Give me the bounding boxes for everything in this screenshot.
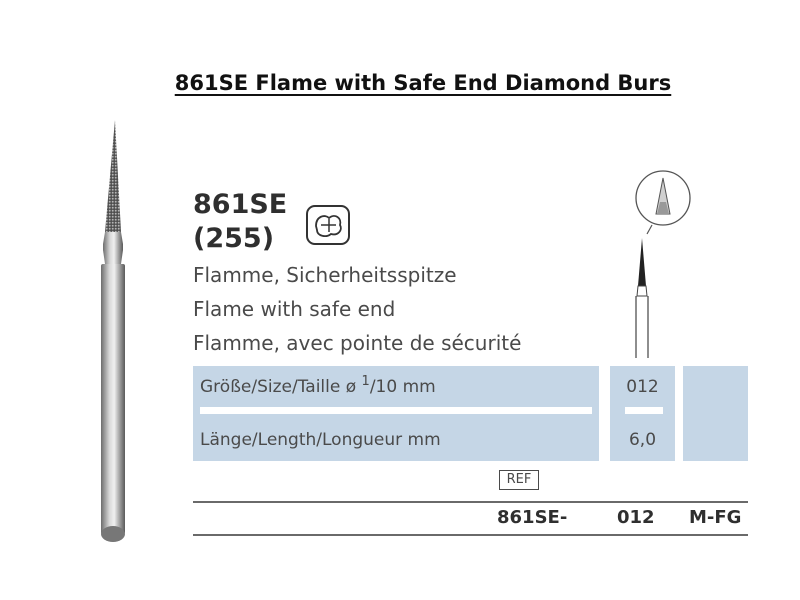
- application-symbol-icon: [305, 204, 351, 246]
- bur-shape-drawing: [620, 168, 700, 358]
- order-bottom-rule: [193, 534, 748, 536]
- order-shank: M-FG: [689, 507, 742, 528]
- description-en: Flame with safe end: [193, 297, 396, 321]
- description-fr: Flamme, avec pointe de sécurité: [193, 331, 522, 355]
- spec-divider: [200, 407, 592, 414]
- product-code: 861SE: [193, 189, 288, 220]
- description-de: Flamme, Sicherheitsspitze: [193, 263, 457, 287]
- size-value: 012: [626, 377, 659, 397]
- order-size: 012: [617, 507, 655, 528]
- length-value: 6,0: [628, 430, 657, 450]
- size-label: Größe/Size/Taille ø $^1$/10 mm: [200, 374, 436, 397]
- order-top-rule: [193, 501, 748, 503]
- spec-value-divider: [625, 407, 663, 414]
- ref-symbol: REF: [499, 470, 539, 490]
- diamond-bur-photo: [88, 114, 138, 554]
- product-alt-code: (255): [193, 223, 275, 254]
- page-title: 861SE Flame with Safe End Diamond Burs: [174, 71, 672, 95]
- length-label: Länge/Length/Longueur mm: [200, 430, 441, 450]
- spec-band-extra: [683, 366, 748, 461]
- order-ref: 861SE-: [497, 507, 568, 528]
